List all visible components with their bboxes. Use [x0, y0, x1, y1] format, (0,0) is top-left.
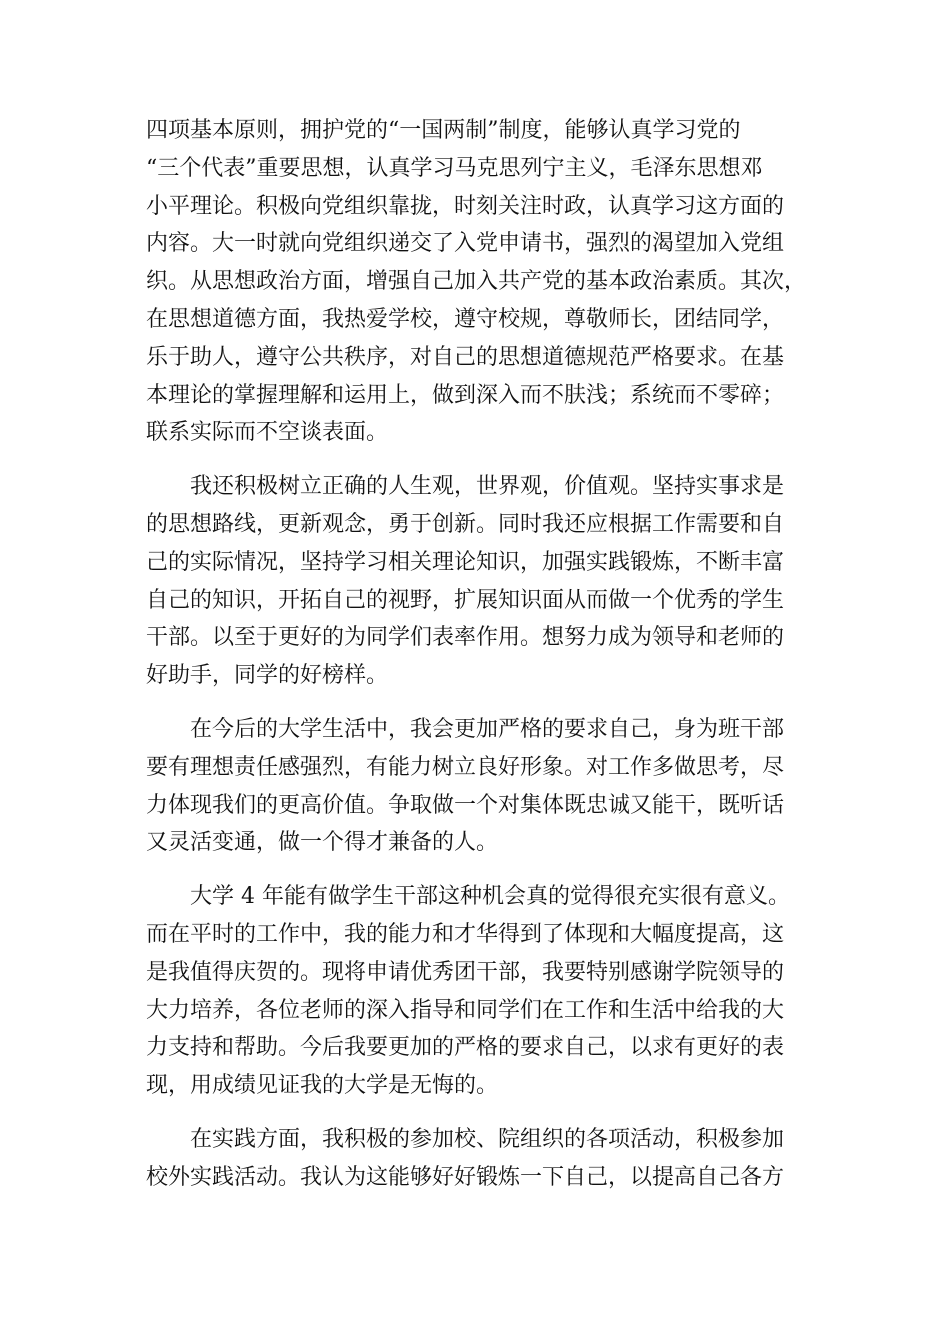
text-line: 自己的知识，开拓自己的视野，扩展知识面从而做一个优秀的学生 — [146, 587, 785, 613]
text-line: 四项基本原则，拥护党的“一国两制”制度，能够认真学习党的 — [146, 118, 741, 143]
text-line: 内容。大一时就向党组织递交了入党申请书，强烈的渴望加入党组 — [146, 231, 785, 257]
paragraph-gap — [146, 452, 806, 468]
text-line: 力体现我们的更高价值。争取做一个对集体既忠诚又能干，既听话 — [146, 792, 785, 818]
text-line: 现，用成绩见证我的大学是无悔的。 — [146, 1073, 499, 1099]
text-line: 大学 4 年能有做学生干部这种机会真的觉得很充实很有意义。 — [146, 884, 790, 910]
text-line: 在今后的大学生活中，我会更加严格的要求自己，身为班干部 — [146, 716, 785, 742]
text-line: 要有理想责任感强烈，有能力树立良好形象。对工作多做思考，尽 — [146, 754, 785, 780]
text-line: 大力培养，各位老师的深入指导和同学们在工作和生活中给我的大 — [146, 997, 785, 1023]
text-line: 小平理论。积极向党组织靠拢，时刻关注时政，认真学习这方面的 — [146, 193, 785, 219]
text-line: “三个代表”重要思想，认真学习马克思列宁主义，毛泽东思想邓 — [146, 155, 763, 181]
paragraph — [146, 1121, 806, 1197]
paragraph-gap — [146, 695, 806, 711]
text-line: 我还积极树立正确的人生观，世界观，价值观。坚持实事求是 — [146, 474, 785, 500]
paragraph — [146, 468, 806, 695]
text-line: 本理论的掌握理解和运用上，做到深入而不肤浅；系统而不零碎； — [146, 382, 785, 408]
text-line: 织。从思想政治方面，增强自己加入共产党的基本政治素质。其次， — [146, 269, 806, 295]
text-line: 己的实际情况，坚持学习相关理论知识，加强实践锻炼，不断丰富 — [146, 549, 785, 575]
text-line: 力支持和帮助。今后我要更加的严格的要求自己，以求有更好的表 — [146, 1035, 785, 1061]
paragraph-gap — [146, 862, 806, 878]
text-line: 联系实际而不空谈表面。 — [146, 420, 389, 446]
text-line: 在思想道德方面，我热爱学校，遵守校规，尊敬师长，团结同学， — [146, 306, 785, 332]
text-line: 是我值得庆贺的。现将申请优秀团干部，我要特别感谢学院领导的 — [146, 959, 785, 985]
text-line: 校外实践活动。我认为这能够好好锻炼一下自己，以提高自己各方 — [146, 1164, 785, 1190]
text-line: 在实践方面，我积极的参加校、院组织的各项活动，积极参加 — [146, 1126, 785, 1152]
text-line: 乐于助人，遵守公共秩序，对自己的思想道德规范严格要求。在基 — [146, 344, 785, 370]
document-page — [146, 112, 806, 1197]
paragraph-gap — [146, 1105, 806, 1121]
text-line: 又灵活变通，做一个得才兼备的人。 — [146, 830, 499, 856]
paragraph — [146, 711, 806, 862]
text-line: 的思想路线，更新观念，勇于创新。同时我还应根据工作需要和自 — [146, 511, 785, 537]
paragraph — [146, 878, 806, 1105]
text-line: 好助手，同学的好榜样。 — [146, 663, 389, 689]
paragraph — [146, 112, 806, 452]
text-line: 干部。以至于更好的为同学们表率作用。想努力成为领导和老师的 — [146, 625, 785, 651]
text-line: 而在平时的工作中，我的能力和才华得到了体现和大幅度提高，这 — [146, 921, 785, 947]
